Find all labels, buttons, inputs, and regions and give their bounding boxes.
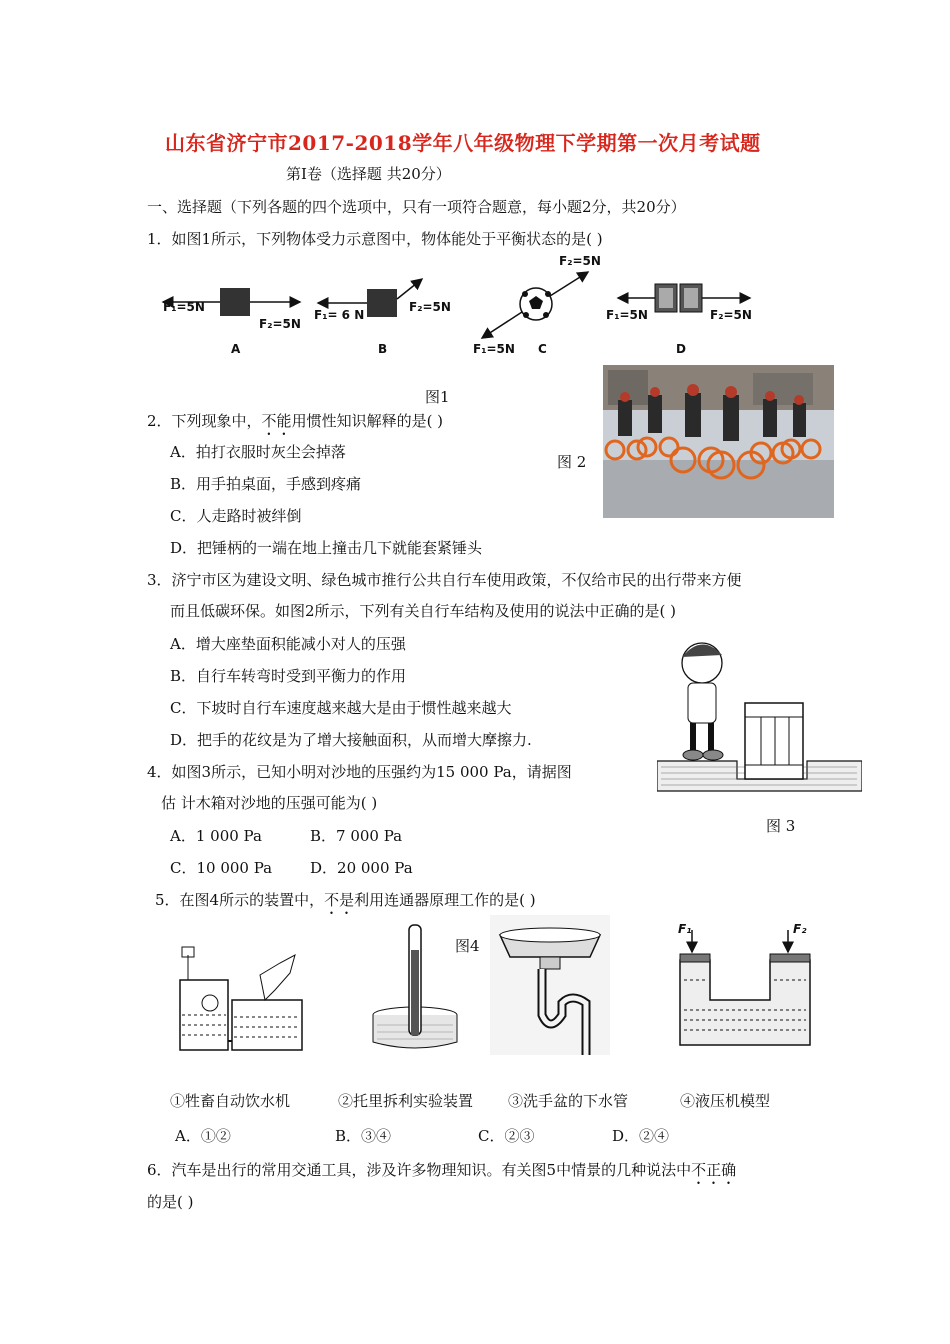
figure-4-drinker (160, 945, 310, 1055)
question-5-option-d: D．②④ (612, 1127, 670, 1145)
device-label-1: ①牲畜自动饮水机 (170, 1092, 291, 1110)
figure-1-panel-d (610, 280, 770, 330)
question-2-option-d: D．把锤柄的一端在地上撞击几下就能套紧锤头 (170, 539, 483, 557)
question-4-option-b: B．7 000 Pa (310, 827, 403, 845)
panel-c-letter: C (538, 342, 547, 356)
question-5-stem-pre: 5．在图4所示的装置中， (155, 891, 325, 909)
panel-b-letter: B (378, 342, 388, 356)
figure-2-photo (603, 365, 834, 518)
panel-a-f1-label: F₁=5N (163, 300, 205, 314)
question-3-option-a: A．增大座垫面积能减小对人的压强 (170, 635, 406, 653)
panel-a-letter: A (231, 342, 241, 356)
piston-f1-label: F₁ (678, 922, 692, 936)
figure-2-caption: 图 2 (557, 453, 587, 471)
panel-b-f2-label: F₂=5N (409, 300, 451, 314)
panel-c-f1-label: F₁=5N (473, 342, 515, 356)
section-heading: 一、选择题（下列各题的四个选项中，只有一项符合题意，每小题2分，共20分） (147, 198, 686, 216)
question-2-option-a: A．拍打衣服时灰尘会掉落 (170, 443, 346, 461)
device-label-2: ②托里拆利实验装置 (338, 1092, 474, 1110)
question-3-stem-line1: 3．济宁市区为建设文明、绿色城市推行公共自行车使用政策，不仅给市民的出行带来方便 (147, 571, 742, 589)
question-3-option-d: D．把手的花纹是为了增大接触面积，从而增大摩擦力. (170, 731, 532, 749)
question-2-stem (147, 410, 443, 439)
question-6-emphasis: 不正确 (691, 1161, 737, 1179)
question-3-option-c: C．下坡时自行车速度越来越大是由于惯性越来越大 (170, 699, 512, 717)
question-2-option-c: C．人走路时被绊倒 (170, 507, 302, 525)
panel-b-f1-label: F₁= 6 N (314, 308, 365, 322)
figure-4-torricelli (365, 920, 465, 1060)
question-6-stem-line1 (147, 1159, 736, 1188)
question-5-stem (155, 889, 536, 918)
device-label-3: ③洗手盆的下水管 (508, 1092, 629, 1110)
piston-f2-label: F₂ (793, 922, 807, 936)
question-2-stem-pre: 2．下列现象中， (147, 412, 262, 430)
question-5-option-b: B．③④ (335, 1127, 392, 1145)
device-label-4: ④液压机模型 (680, 1092, 771, 1110)
figure-3-caption: 图 3 (766, 817, 796, 835)
question-4-option-a: A．1 000 Pa (170, 827, 262, 845)
question-5-option-a: A．①② (175, 1127, 231, 1145)
panel-c-f2-label: F₂=5N (559, 254, 601, 268)
question-2-emphasis: 不能 (261, 412, 292, 430)
section-subtitle: 第I卷（选择题 共20分） (286, 165, 451, 183)
question-1-stem: 1．如图1所示，下列物体受力示意图中，物体能处于平衡状态的是( ) (147, 230, 603, 248)
question-5-emphasis: 不是 (324, 891, 355, 909)
question-6-stem-pre: 6．汽车是出行的常用交通工具，涉及许多物理知识。有关图5中情景的几种说法中 (147, 1161, 692, 1179)
question-5-stem-post: 利用连通器原理工作的是( ) (354, 891, 536, 909)
page-title: 山东省济宁市2017-2018学年八年级物理下学期第一次月考试题 (165, 131, 761, 155)
question-4-option-c: C．10 000 Pa (170, 859, 273, 877)
figure-4-drain-trap (490, 915, 610, 1055)
question-3-stem-line2: 而且低碳环保。如图2所示，下列有关自行车结构及使用的说法中正确的是( ) (170, 602, 677, 620)
panel-d-f1-label: F₁=5N (606, 308, 648, 322)
panel-a-f2-label: F₂=5N (259, 317, 301, 331)
question-3-option-b: B．自行车转弯时受到平衡力的作用 (170, 667, 407, 685)
question-5-option-c: C．②③ (478, 1127, 535, 1145)
question-4-option-d: D．20 000 Pa (310, 859, 413, 877)
panel-d-letter: D (676, 342, 686, 356)
question-2-stem-post: 用惯性知识解释的是( ) (291, 412, 444, 430)
figure-4-hydraulic-press (670, 920, 820, 1060)
figure-4-caption: 图4 (455, 937, 480, 955)
question-4-stem-line1: 4．如图3所示，已知小明对沙地的压强约为15 000 Pa，请据图 (147, 763, 572, 781)
question-6-stem-line2: 的是( ) (147, 1193, 194, 1211)
panel-d-f2-label: F₂=5N (710, 308, 752, 322)
figure-1-caption: 图1 (425, 388, 450, 406)
figure-1-panel-c (470, 262, 610, 352)
figure-3-illustration (657, 633, 862, 793)
question-4-stem-line2: 估 计木箱对沙地的压强可能为( ) (161, 794, 378, 812)
question-2-option-b: B．用手拍桌面，手感到疼痛 (170, 475, 362, 493)
